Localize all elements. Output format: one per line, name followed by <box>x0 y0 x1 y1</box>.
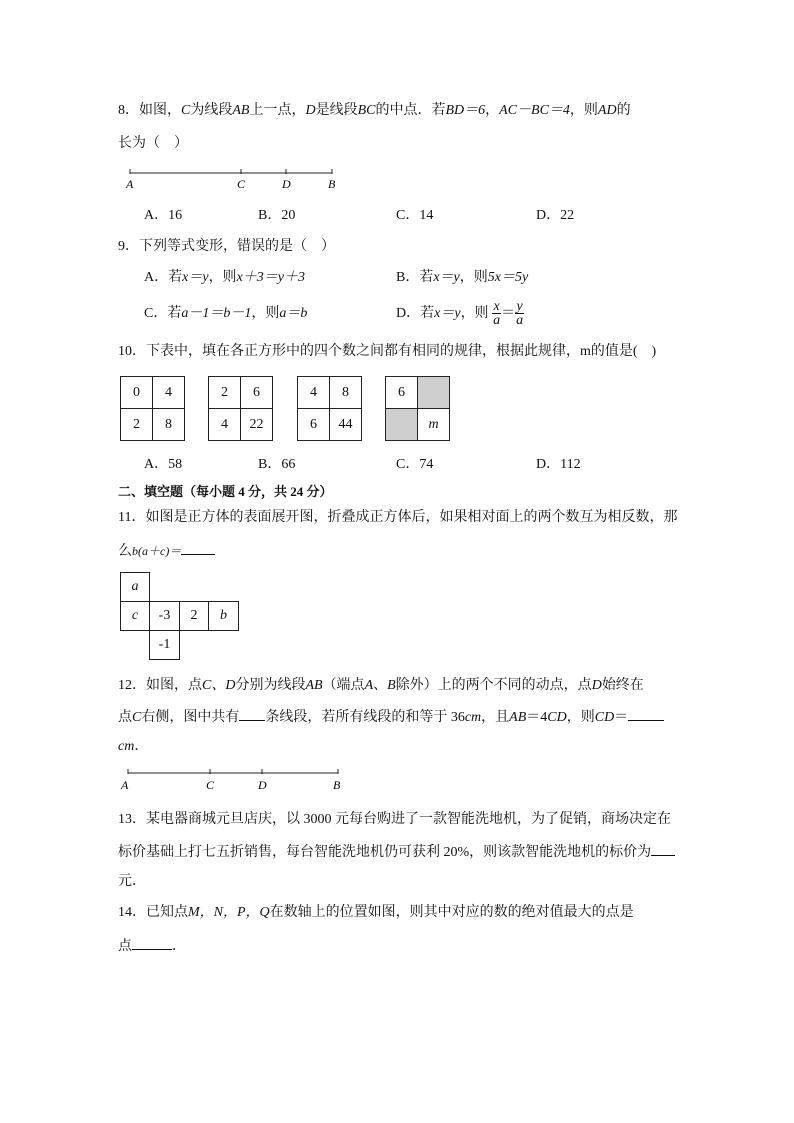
q12-blank-1[interactable] <box>239 706 265 721</box>
q9-stem: 9．下列等式变形，错误的是（ ） <box>118 239 335 254</box>
q10-option-d: D．112 <box>536 457 581 472</box>
q8-line1: 8．如图，C为线段AB上一点，D是线段BC的中点．若BD＝6，AC－BC＝4，则AD的 <box>118 103 631 118</box>
q10-cell: 4 <box>209 409 241 441</box>
q10-stem: 10．下表中，填在各正方形中的四个数之间都有相同的规律，根据此规律，m的值是( ) <box>118 344 657 359</box>
q10-option-c: C．74 <box>396 457 434 472</box>
q14-line1: 14．已知点M，N，P，Q在数轴上的位置如图，则其中对应的数的绝对值最大的点是 <box>118 905 634 920</box>
net-cell-neg3: -3 <box>149 601 180 631</box>
q10-cell: 6 <box>298 409 330 441</box>
q10-square-4 <box>385 376 450 441</box>
q9-fraction-x-over-a: $\frac{x}{a}$ <box>493 299 501 329</box>
q12-line1: 12．如图，点C、D分别为线段AB（端点A、B除外）上的两个不同的动点，点D始终在 <box>118 678 644 693</box>
q10-square-3 <box>297 376 362 441</box>
q10-cell: 22 <box>241 409 273 441</box>
q13-line2: 标价基础上打七五折销售，每台智能洗地机仍可获利 20%，则该款智能洗地机的标价为 <box>118 841 675 863</box>
q10-cell: 4 <box>298 377 330 409</box>
q8-option-c: C．14 <box>396 208 434 223</box>
net-cell-neg1: -1 <box>149 630 180 660</box>
q10-cell-shaded <box>386 409 418 441</box>
q11-line2: 么b(a＋c)＝ <box>118 540 215 562</box>
q10-cell: 8 <box>153 409 185 441</box>
q13-line1: 13．某电器商城元旦店庆，以 3000 元每台购进了一款智能洗地机，为了促销，商场决定在 <box>118 812 671 827</box>
q12-segment-diagram <box>118 766 350 794</box>
net-cell-b: b <box>208 601 239 631</box>
q10-option-a: A．58 <box>144 457 183 472</box>
q9-option-d: D．若x＝y，则 $\frac{x}{a}$ ＝ $\frac{y}{a}$ <box>396 299 524 329</box>
q10-cell: 6 <box>241 377 273 409</box>
q10-option-b: B．66 <box>258 457 296 472</box>
q10-cell-m: m <box>418 409 450 441</box>
q8-option-b: B．20 <box>258 208 296 223</box>
q14-line2: 点 ． <box>118 935 186 957</box>
q10-cell: 2 <box>121 409 153 441</box>
q8-option-a: A．16 <box>144 208 183 223</box>
q10-cell: 6 <box>386 377 418 409</box>
q9-option-b: B．若x＝y，则5x＝5y <box>396 270 529 285</box>
q12-point-a: A <box>121 778 129 792</box>
q12-point-d: D <box>258 778 267 792</box>
q10-cell: 8 <box>330 377 362 409</box>
q8-point-d: D <box>282 177 291 191</box>
q10-cell-shaded <box>418 377 450 409</box>
net-cell-c: c <box>120 601 150 631</box>
q8-option-d: D．22 <box>536 208 575 223</box>
q10-square-2 <box>208 376 273 441</box>
q8-segment-diagram <box>120 166 350 194</box>
section-title-fill-in: 二、填空题（每小题 4 分，共 24 分） <box>118 484 333 499</box>
q14-answer-blank[interactable] <box>132 935 172 950</box>
q10-square-1 <box>120 376 185 441</box>
q10-cell: 2 <box>209 377 241 409</box>
q11-answer-blank[interactable] <box>181 540 215 555</box>
q8-point-c: C <box>237 177 246 191</box>
q10-cell: 0 <box>121 377 153 409</box>
q9-fraction-y-over-a: $\frac{y}{a}$ <box>516 299 524 329</box>
q12-point-b: B <box>333 778 341 792</box>
q9-option-c: C．若a－1＝b－1，则a＝b <box>144 306 308 321</box>
q13-line3: 元． <box>118 874 146 889</box>
net-cell-a: a <box>120 572 150 602</box>
q12-point-c: C <box>206 778 215 792</box>
q12-line3: cm． <box>118 739 149 754</box>
q8-line2: 长为（ ） <box>118 136 188 151</box>
q13-answer-blank[interactable] <box>651 841 675 856</box>
q8-point-b: B <box>328 177 336 191</box>
q11-line1: 11．如图是正方体的表面展开图，折叠成正方体后，如果相对面上的两个数互为相反数，那 <box>118 510 678 525</box>
q10-cell: 4 <box>153 377 185 409</box>
net-cell-2: 2 <box>179 601 209 631</box>
q12-line2: 点C右侧，图中共有 条线段，若所有线段的和等于 36cm，且AB＝4CD，则CD＝ <box>118 706 664 728</box>
q12-blank-2[interactable] <box>628 706 664 721</box>
q8-point-a: A <box>126 177 134 191</box>
q10-cell: 44 <box>330 409 362 441</box>
q9-option-a: A．若x＝y，则x＋3＝y＋3 <box>144 270 305 285</box>
